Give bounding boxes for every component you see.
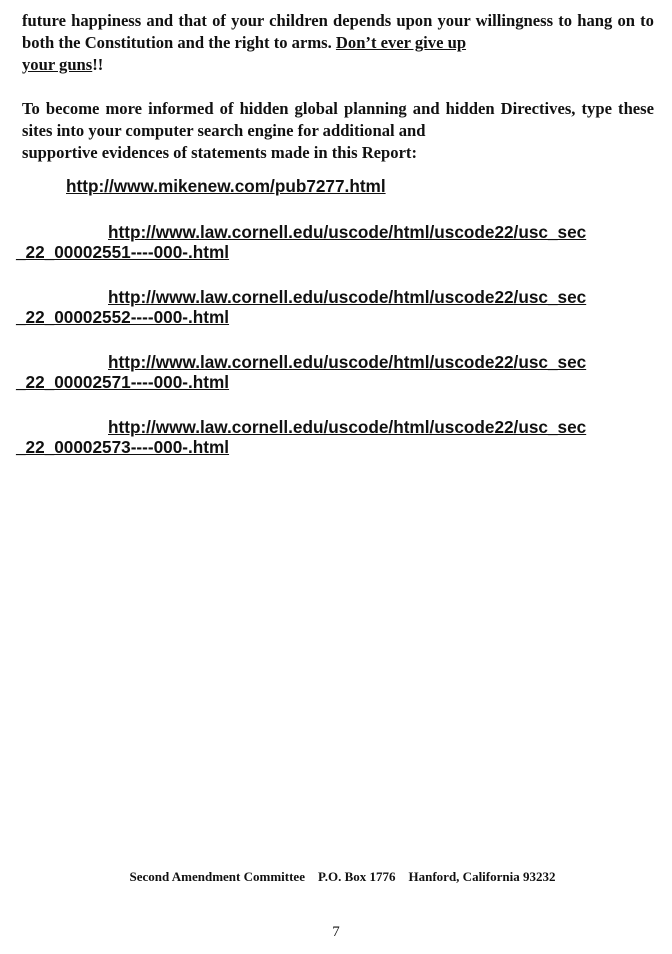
link-usc-2551-line-1: http://www.law.cornell.edu/uscode/html/uscode22/usc_sec [108,222,587,242]
link-mikenew[interactable] [66,176,386,196]
paragraph-guns-line-2: hang on to both the Constitution and the right to arms. [22,11,654,52]
link-usc-2573-line-2: _22_00002573----000-.html [16,437,230,457]
paragraph-guns [22,10,654,76]
paragraph-guns-line-1: future happiness and that of your children depends upon your willingness to [22,11,573,30]
footer-organization: Second Amendment Committee [129,869,305,884]
link-usc-2552-line-2: _22_00002552----000-.html [16,307,230,327]
paragraph-sites [22,98,654,164]
link-usc-2571[interactable] [16,352,646,392]
link-usc-2551[interactable] [16,222,646,262]
emphasis-your-guns: your guns [22,55,93,74]
link-mikenew-text: http://www.mikenew.com/pub7277.html [66,176,386,196]
footer-location: Hanford, California 93232 [408,869,556,884]
footer-address [0,853,672,901]
link-usc-2552[interactable] [16,287,646,327]
page-number: 7 [332,924,340,940]
link-usc-2571-line-1: http://www.law.cornell.edu/uscode/html/uscode22/usc_sec [108,352,587,372]
paragraph-sites-line-2: type these sites into your computer search engine for additional and [22,99,654,140]
paragraph-sites-line-1: To become more informed of hidden global planning and hidden Directives, [22,99,576,118]
link-usc-2573-line-1: http://www.law.cornell.edu/uscode/html/uscode22/usc_sec [108,417,587,437]
emphasis-dont-give-up: Don’t ever give up [335,33,467,52]
link-usc-2551-line-2: _22_00002551----000-.html [16,242,230,262]
emphasis-exclamation: !! [92,55,104,74]
link-usc-2552-line-1: http://www.law.cornell.edu/uscode/html/uscode22/usc_sec [108,287,587,307]
footer-po-box: P.O. Box 1776 [317,869,396,884]
link-usc-2573[interactable] [16,417,646,457]
link-usc-2571-line-2: _22_00002571----000-.html [16,372,230,392]
paragraph-sites-line-3: supportive evidences of statements made in this Report: [22,143,417,162]
